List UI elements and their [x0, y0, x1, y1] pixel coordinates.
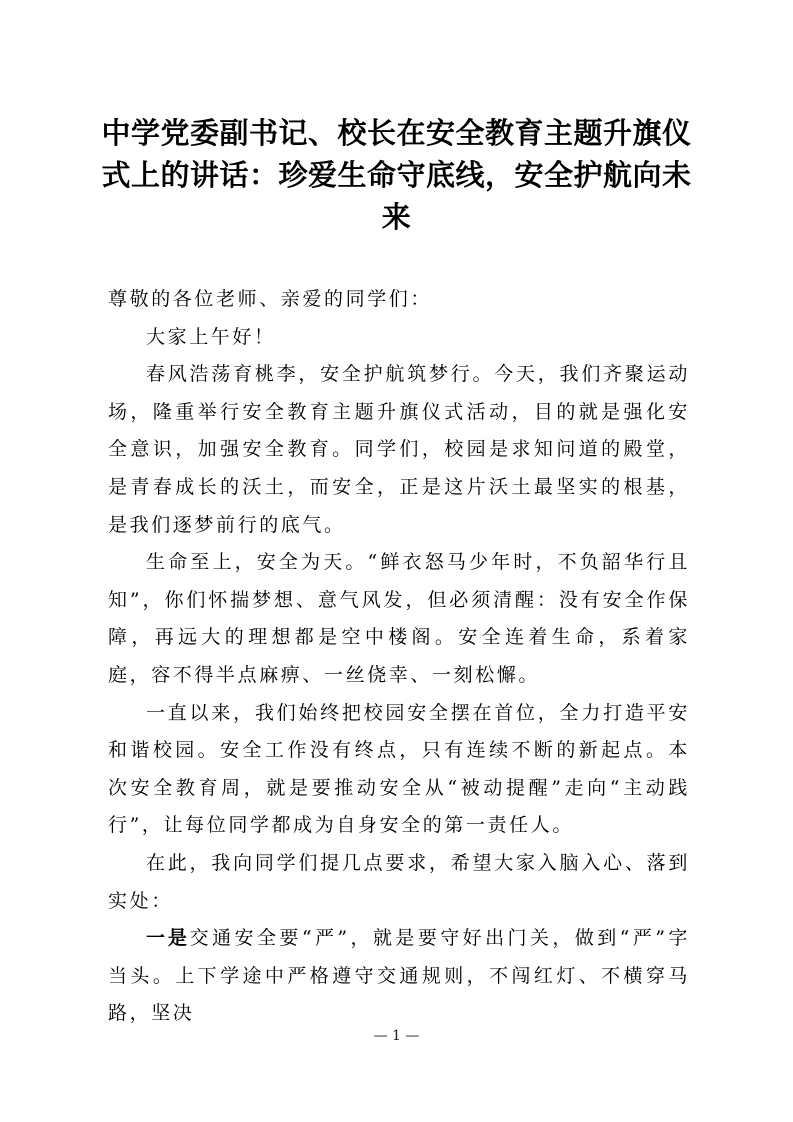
point-1-text: 交通安全要“严”，就是要守好出门关，做到“严”字当头。上下学途中严格遵守交通规则，不闯红灯、不横穿马路，坚决 [108, 927, 690, 1025]
paragraph-2: 生命至上，安全为天。“鲜衣怒马少年时，不负韶华行且知”，你们怀揣梦想、意气风发，但必须清醒：没有安全作保障，再远大的理想都是空中楼阁。安全连着生命，系着家庭，容不得半点麻痹、一丝侥幸、一刻松懈。 [108, 551, 690, 686]
document-title: 中学党委副书记、校长在安全教育主题升旗仪式上的讲话：珍爱生命守底线，安全护航向未来 [101, 116, 692, 234]
salutation: 尊敬的各位老师、亲爱的同学们： [108, 288, 433, 310]
point-1-lead: 一是 [146, 927, 190, 950]
paragraph-1: 春风浩荡育桃李，安全护航筑梦行。今天，我们齐聚运动场，隆重举行安全教育主题升旗仪式活动，目的就是强化安全意识，加强安全教育。同学们，校园是求知问道的殿堂，是青春成长的沃土，而安全，正是这片沃土最坚实的根基，是我们逐梦前行的底气。 [108, 363, 690, 536]
paragraph-3: 一直以来，我们始终把校园安全摆在首位，全力打造平安和谐校园。安全工作没有终点，只有连续不断的新起点。本次安全教育周，就是要推动安全从“被动提醒”走向“主动践行”，让每位同学都成为自身安全的第一责任人。 [108, 701, 690, 837]
point-1 [108, 920, 690, 1033]
page-number: — 1 — [373, 1028, 420, 1044]
paragraph-4: 在此，我向同学们提几点要求，希望大家入脑入心、落到实处： [108, 851, 690, 912]
document-body [108, 281, 690, 1033]
greeting: 大家上午好！ [146, 325, 276, 348]
